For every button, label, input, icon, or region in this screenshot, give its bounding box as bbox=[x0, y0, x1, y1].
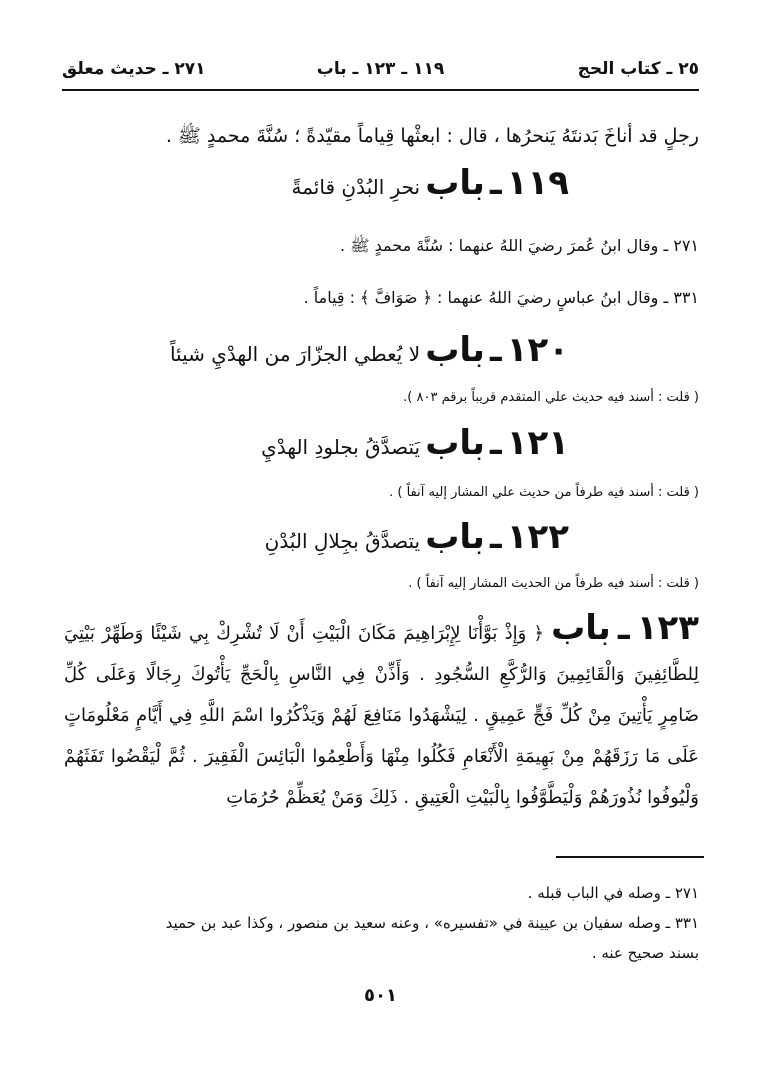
chapter-dash: ـ bbox=[490, 163, 502, 203]
chapter-title: نحرِ البُدْنِ قائمةً bbox=[291, 175, 421, 199]
running-head-chapters: ١١٩ ـ ١٢٣ ـ باب bbox=[316, 59, 445, 79]
chapter-dash: ـ bbox=[617, 608, 630, 648]
editor-note-120: ( قلت : أسند فيه حديث علي المتقدم قريباً برقم ٨٠٣ ). bbox=[403, 390, 699, 405]
footnote-rule bbox=[556, 856, 704, 858]
chapter-number: ١٢٣ bbox=[636, 608, 699, 648]
chapter-heading-119 bbox=[64, 163, 699, 213]
quran-verse-text: ﴿ وَإِذْ بَوَّأْنَا لِإِبْرَاهِيمَ مَكَانَ الْبَيْتِ أَنْ لَا تُشْرِكْ بِي شَيْئًا وَطَهِّرْ بَيْتِيَ لِلطَّائِفِينَ وَالْقَائِمِينَ وَالرُّكَّعِ السُّجُودِ . وَأَذِّنْ فِي النَّاسِ بِالْحَجِّ يَأْتُوكَ رِجَالًا وَعَلَى كُلِّ ضَامِرٍ يَأْتِينَ مِنْ كُلِّ فَجٍّ عَمِيقٍ . لِيَشْهَدُوا مَنَافِعَ لَهُمْ وَيَذْكُرُوا اسْمَ اللَّهِ فِي أَيَّامٍ مَعْلُومَاتٍ عَلَى مَا رَزَقَهُمْ مِنْ بَهِيمَةِ الْأَنْعَامِ فَكُلُوا مِنْهَا وَأَطْعِمُوا الْبَائِسَ الْفَقِيرَ . ثُمَّ لْيَقْضُوا تَفَثَهُمْ وَلْيُوفُوا نُذُورَهُمْ وَلْيَطَّوَّفُوا بِالْبَيْتِ الْعَتِيقِ . ذَلِكَ وَمَنْ يُعَظِّمْ حُرُمَاتِ bbox=[64, 623, 699, 808]
chapter-number: ١٢٠ bbox=[506, 330, 569, 370]
chapter-word: باب bbox=[425, 423, 485, 463]
chapter-number: ١١٩ bbox=[506, 163, 569, 203]
chapter-number: ١٢٢ bbox=[506, 517, 569, 557]
editor-note-122: ( قلت : أسند فيه طرفاً من الحديث المشار إليه آنفاً ) . bbox=[408, 576, 699, 591]
footnote-331: ٣٣١ ـ وصله سفيان بن عيينة في «تفسيره» ، وعنه سعيد بن منصور ، وكذا عبد بن حميد bbox=[165, 914, 699, 932]
running-head-hadith: ٢٧١ ـ حديث معلق bbox=[62, 59, 206, 79]
chapter-heading-123 bbox=[544, 608, 699, 648]
chapter-heading-122 bbox=[64, 517, 699, 567]
hadith-271: ٢٧١ ـ وقال ابنُ عُمرَ رضيَ اللهُ عنهما : سُنَّةَ محمدٍ ﷺ . bbox=[340, 236, 699, 255]
intro-line: رجلٍ قد أناخَ بَدنتَهُ يَنحرُها ، قال : ابعثْها قِياماً مقيّدةً ؛ سُنَّةَ محمدٍ ﷺ . bbox=[165, 125, 699, 147]
chapter-word: باب bbox=[425, 517, 485, 557]
footnote-271: ٢٧١ ـ وصله في الباب قبله . bbox=[527, 884, 699, 902]
running-head-book: ٢٥ ـ كتاب الحج bbox=[577, 59, 699, 79]
chapter-word: باب bbox=[551, 608, 611, 648]
footnotes bbox=[62, 878, 699, 968]
chapter-title: لا يُعطي الجزّارَ من الهدْيِ شيئاً bbox=[169, 342, 421, 366]
chapter-dash: ـ bbox=[490, 330, 502, 370]
footnote-331-continued: بسند صحيح عنه . bbox=[591, 944, 699, 962]
chapter-dash: ـ bbox=[490, 517, 502, 557]
chapter-123-paragraph bbox=[64, 608, 699, 818]
page-number: ٥٠١ bbox=[364, 985, 397, 1006]
chapter-number: ١٢١ bbox=[506, 423, 569, 463]
editor-note-121: ( قلت : أسند فيه طرفاً من حديث علي المشار إليه آنفاً ) . bbox=[389, 485, 699, 500]
running-head bbox=[62, 55, 699, 89]
chapter-heading-120 bbox=[64, 330, 699, 380]
chapter-dash: ـ bbox=[490, 423, 502, 463]
chapter-title: يَتصدَّقُ بجلودِ الهدْيِ bbox=[261, 435, 421, 459]
chapter-heading-121 bbox=[64, 423, 699, 473]
hadith-331: ٣٣١ ـ وقال ابنُ عباسٍ رضيَ اللهُ عنهما : ﴿ صَوَافَّ ﴾ : قِياماً . bbox=[303, 288, 699, 307]
header-rule bbox=[62, 89, 699, 91]
chapter-word: باب bbox=[425, 163, 485, 203]
chapter-word: باب bbox=[425, 330, 485, 370]
chapter-title: يتصدَّقُ بجِلالِ البُدْنِ bbox=[264, 529, 421, 553]
